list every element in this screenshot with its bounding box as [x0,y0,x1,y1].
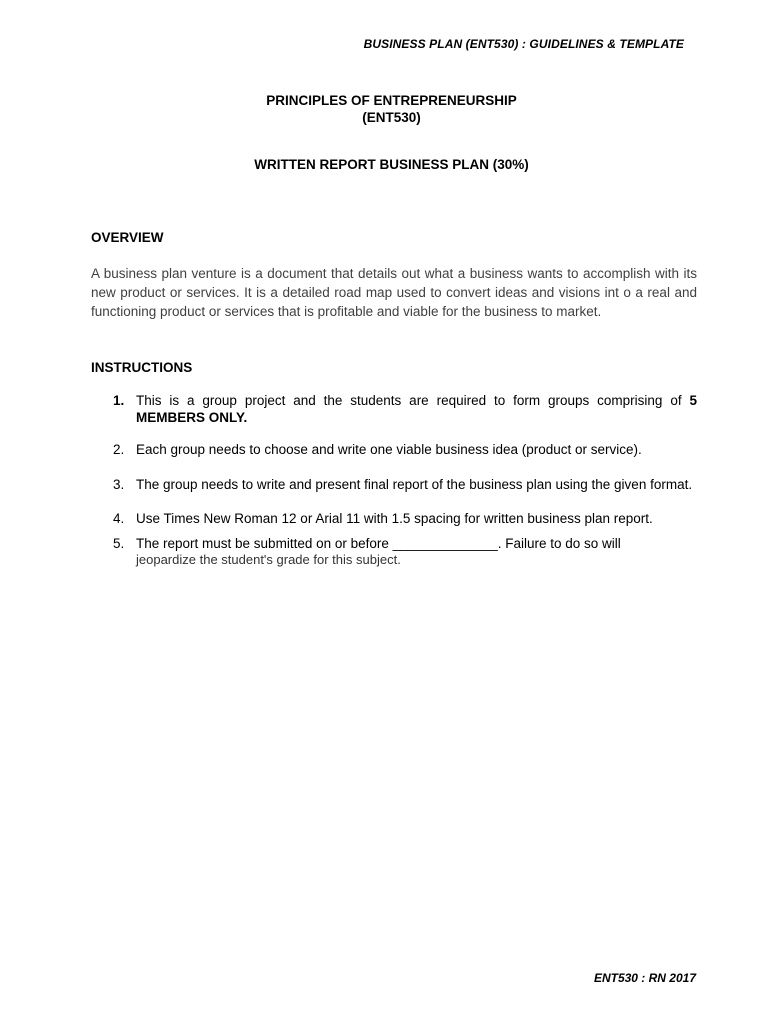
title-line-1: PRINCIPLES OF ENTREPRENEURSHIP [266,93,517,108]
instruction-item [91,511,697,528]
document-subtitle: WRITTEN REPORT BUSINESS PLAN (30%) [254,157,529,172]
overview-heading: OVERVIEW [91,230,164,245]
instruction-text-continued: jeopardize the student's grade for this subject. [136,552,401,567]
instructions-heading: INSTRUCTIONS [91,360,193,375]
instruction-text: The group needs to write and present final report of the business plan using the given format. [136,476,693,492]
instruction-item [91,477,697,494]
instruction-text: This is a group project and the students are required to form groups comprising of 5 MEMBERS ONLY. [136,393,697,425]
instructions-list [91,393,697,569]
instruction-item [91,393,697,426]
instruction-text: Use Times New Roman 12 or Arial 11 with 1.5 spacing for written business plan report. [136,511,653,526]
instruction-emphasis: 5 MEMBERS ONLY. [136,393,697,425]
title-line-2: (ENT530) [362,110,421,125]
instruction-number: 5. [113,535,125,551]
running-footer: ENT530 : RN 2017 [593,971,696,985]
instruction-text: Each group needs to choose and write one viable business idea (product or service). [136,442,642,457]
instruction-item [91,442,697,459]
document-title [0,92,768,126]
instruction-number: 1. [113,393,125,408]
running-header: BUSINESS PLAN (ENT530) : GUIDELINES & TEMPLATE [363,37,684,51]
overview-paragraph: A business plan venture is a document that details out what a business wants to accomplish with its new product or services. It is a detailed road map used to convert ideas and visions int o a real and functioning product or services that is profitable and viable for the business to market. [91,266,697,319]
instruction-number: 2. [113,442,125,457]
instruction-text: The report must be submitted on or before ______________. Failure to do so will jeopardize the student's grade for this subject. [136,535,621,567]
instruction-item [91,536,697,569]
instruction-number: 3. [113,476,125,492]
instruction-number: 4. [113,511,125,526]
